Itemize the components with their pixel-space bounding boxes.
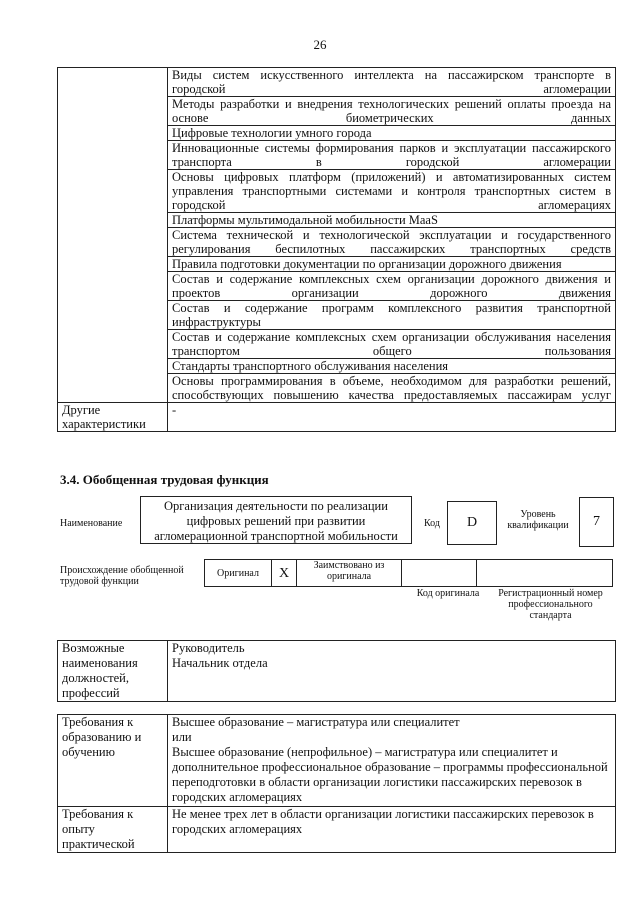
original-mark: X (272, 560, 297, 587)
knowledge-item: Основы цифровых платформ (приложений) и автоматизированных систем управления транспортными системами и контроля транспортных систем в городской агломерациях (168, 170, 616, 213)
name-label: Наименование (60, 518, 123, 529)
education-label: Требования к образованию и обучению (58, 715, 168, 807)
function-code-box: D (447, 501, 497, 545)
page-number: 26 (313, 37, 327, 52)
origin-label: Происхождение обобщенной трудовой функции (60, 565, 184, 587)
education-line: Высшее образование – магистратура или специалитет (172, 715, 460, 729)
other-characteristics-value: - (168, 403, 616, 432)
knowledge-item: Состав и содержание программ комплексного развития транспортной инфраструктуры (168, 301, 616, 330)
section-title: 3.4. Обобщенная трудовая функция (60, 472, 269, 487)
knowledge-item: Виды систем искусственного интеллекта на пассажирском транспорте в городской агломерации (168, 68, 616, 97)
reg-number-cell (477, 560, 613, 587)
code-label: Код (424, 518, 440, 529)
knowledge-item: Правила подготовки документации по организации дорожного движения (168, 257, 616, 272)
positions-values (168, 641, 616, 702)
knowledge-item: Основы программирования в объеме, необходимом для разработки решений, способствующих повышению качества предоставляемых пассажирам услуг (168, 374, 616, 403)
code-caption: Код оригинала (416, 588, 480, 599)
table-row (58, 715, 616, 807)
function-name-box: Организация деятельности по реализации цифровых решений при развитии агломерационной транспортной мобильности (140, 496, 412, 544)
knowledge-label-cell (58, 68, 168, 403)
other-characteristics-label: Другие характеристики (58, 403, 168, 432)
education-line: или (172, 730, 192, 744)
knowledge-item: Состав и содержание комплексных схем организации дорожного движения и проектов организации дорожного движения (168, 272, 616, 301)
original-label: Оригинал (205, 560, 272, 587)
borrowed-label: Заимствовано из оригинала (297, 560, 402, 587)
level-label: Уровень квалификации (507, 509, 569, 531)
table-row (58, 403, 616, 432)
knowledge-table (57, 67, 616, 432)
experience-value: Не менее трех лет в области организации логистики пассажирских перевозок в городских агломерациях (168, 807, 616, 853)
knowledge-item: Система технической и технологической эксплуатации и государственного регулирования беспилотных пассажирских транспортных средств (168, 228, 616, 257)
education-line: Высшее образование (непрофильное) – магистратура или специалитет и дополнительное профессиональное образование – программы профессиональной переподготовки в области организации логистики пассажирских перевозок в городских агломерациях (172, 745, 608, 804)
experience-label: Требования к опыту практической (58, 807, 168, 853)
qualification-level-box: 7 (579, 497, 614, 547)
reg-caption: Регистрационный номер профессионального стандарта (498, 588, 603, 621)
knowledge-item: Стандарты транспортного обслуживания населения (168, 359, 616, 374)
table-row (58, 641, 616, 702)
knowledge-item: Методы разработки и внедрения технологических решений оплаты проезда на основе биометрических данных (168, 97, 616, 126)
position-item: Руководитель (172, 641, 245, 655)
knowledge-item: Платформы мультимодальной мобильности MaaS (168, 213, 616, 228)
knowledge-item: Состав и содержание комплексных схем организации обслуживания населения транспортом общего пользования (168, 330, 616, 359)
position-item: Начальник отдела (172, 656, 268, 670)
positions-label: Возможные наименования должностей, профессий (58, 641, 168, 702)
requirements-table (57, 714, 616, 853)
knowledge-item: Цифровые технологии умного города (168, 126, 616, 141)
table-row (58, 68, 616, 97)
knowledge-item: Инновационные системы формирования парков и эксплуатации пассажирского транспорта в городской агломерации (168, 141, 616, 170)
origin-table (204, 559, 613, 587)
education-values (168, 715, 616, 807)
positions-table (57, 640, 616, 702)
table-row (58, 807, 616, 853)
original-code-cell (402, 560, 477, 587)
